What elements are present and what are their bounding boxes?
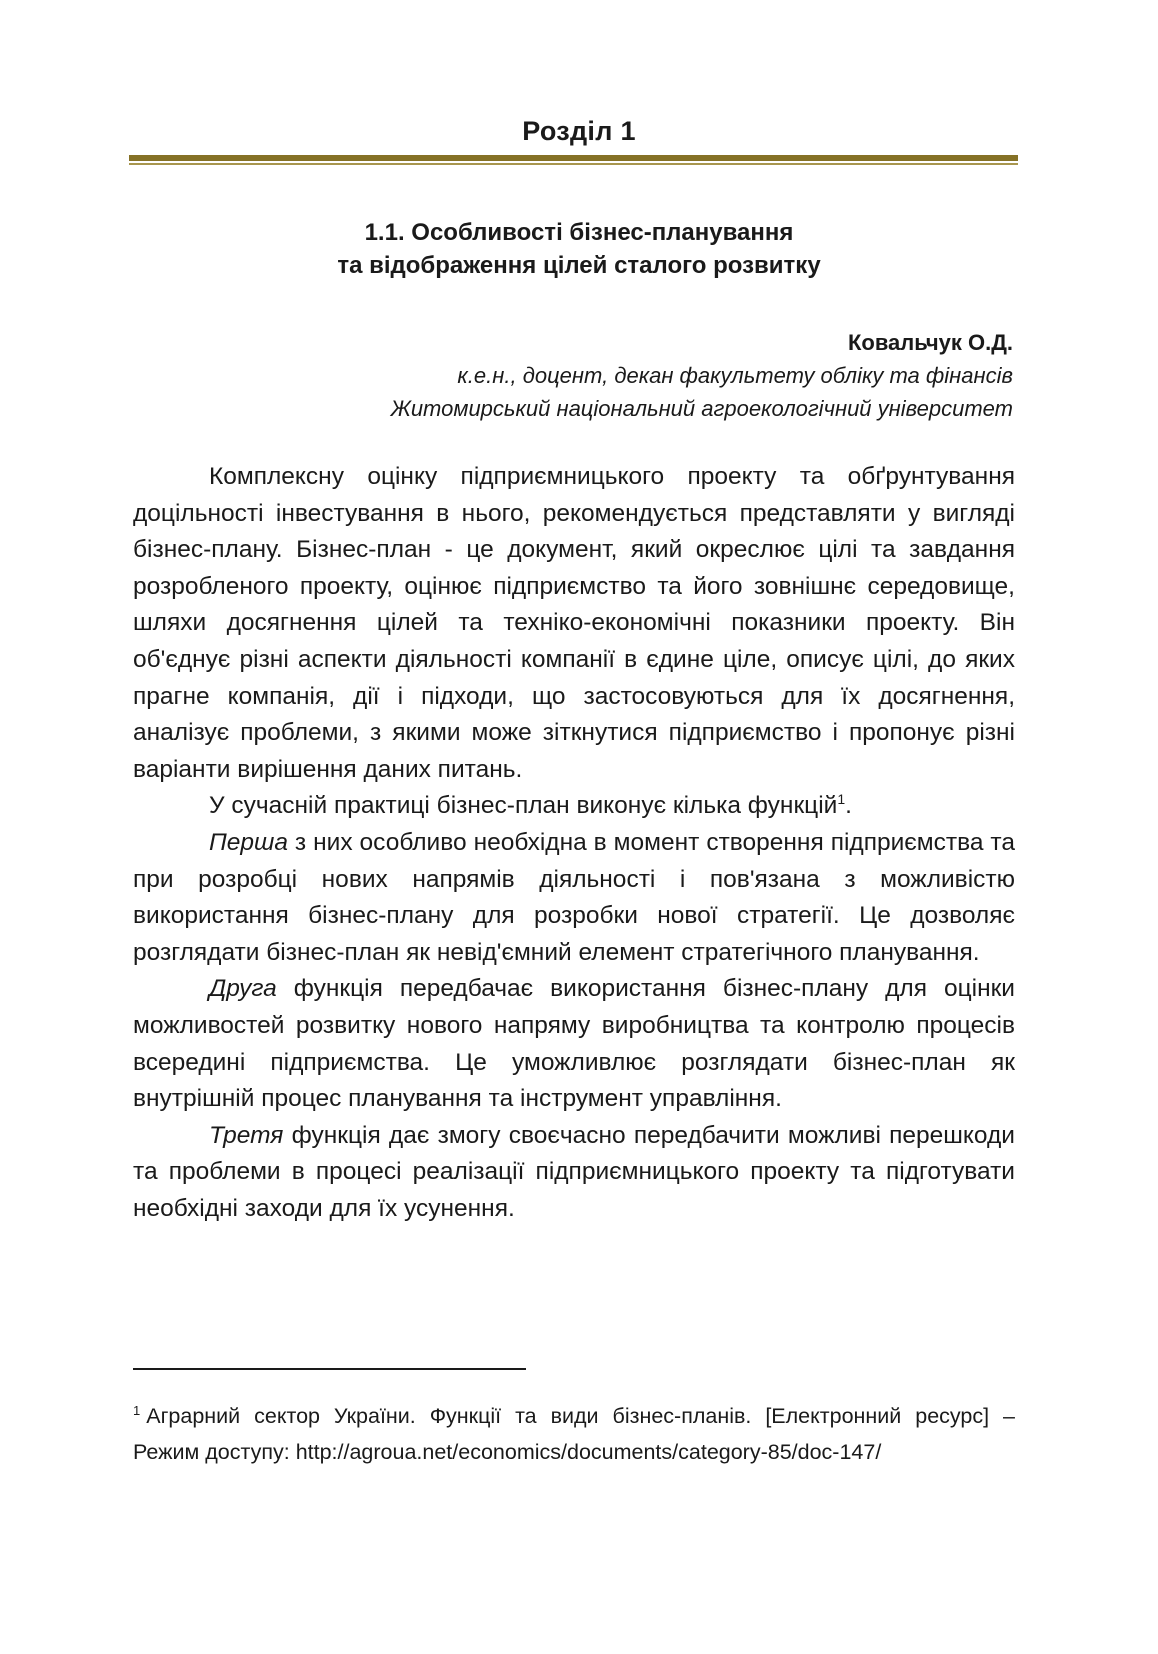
- paragraph-5-text: функція дає змогу своєчасно передбачити можливі перешкоди та проблеми в процесі реалізації підприємницького проекту та підготувати необхідні заходи для їх усунення.: [133, 1121, 1015, 1222]
- author-affiliation: Житомирський національний агроекологічний університет: [390, 396, 1013, 421]
- paragraph-2: [133, 788, 1015, 825]
- section-title-line2: та відображення цілей сталого розвитку: [337, 252, 821, 279]
- paragraph-4: [133, 971, 1015, 1117]
- author-name: Ковальчук О.Д.: [847, 330, 1013, 355]
- section-title-line1: 1.1. Особливості бізнес-планування: [364, 219, 794, 246]
- footnote-number: 1: [133, 1402, 141, 1418]
- body-text: [133, 459, 1015, 1227]
- author-block: [391, 326, 1013, 425]
- chapter-divider-thick: [129, 155, 1018, 161]
- paragraph-1: Комплексну оцінку підприємницького проекту та обґрунтування доцільності інвестування в нього, рекомендується представляти у вигляді бізнес-плану. Бізнес-план - це документ, який окреслює цілі та завдання розробленого проекту, оцінює підприємство та його зовнішнє середовище, шляхи досягнення цілей та техніко-економічні показники проекту. Він об'єднує різні аспекти діяльності компанії в єдине ціле, описує цілі, до яких прагне компанія, дії і підходи, що застосовуються для їх досягнення, аналізує проблеми, з якими може зіткнутися підприємство і пропонує різні варіанти вирішення даних питань.: [133, 463, 1015, 783]
- paragraph-3: [133, 825, 1015, 971]
- paragraph-2-end: .: [845, 792, 852, 820]
- footnote-divider: [133, 1368, 526, 1370]
- author-position: к.е.н., доцент, декан факультету обліку та фінансів: [457, 363, 1013, 388]
- section-title: [0, 216, 1158, 282]
- paragraph-2-text: У сучасній практиці бізнес-план виконує кілька функцій: [209, 792, 838, 820]
- paragraph-3-text: з них особливо необхідна в момент створення підприємства та при розробці нових напрямів діяльності і пов'язана з можливістю використання бізнес-плану для розробки нової стратегії. Це дозволяє розглядати бізнес-план як невід'ємний елемент стратегічного планування.: [133, 828, 1015, 966]
- chapter-divider-thin: [129, 163, 1018, 165]
- paragraph-5-emphasis: Третя: [209, 1121, 284, 1149]
- paragraph-4-emphasis: Друга: [209, 975, 277, 1003]
- footnote-reference[interactable]: 1: [837, 791, 846, 808]
- paragraph-3-emphasis: Перша: [209, 828, 288, 856]
- paragraph-5: [133, 1118, 1015, 1228]
- footnote: [133, 1398, 1015, 1470]
- footnote-text: Аграрний сектор України. Функції та види бізнес-планів. [Електронний ресурс] – Режим доступу: http://agroua.net/economics/documents/category-85/doc-147/: [133, 1404, 1015, 1464]
- chapter-title: Розділ 1: [522, 116, 636, 146]
- paragraph-4-text: функція передбачає використання бізнес-плану для оцінки можливостей розвитку нового напряму виробництва та контролю процесів всередині підприємства. Це уможливлює розглядати бізнес-план як внутрішній процес планування та інструмент управління.: [133, 975, 1015, 1113]
